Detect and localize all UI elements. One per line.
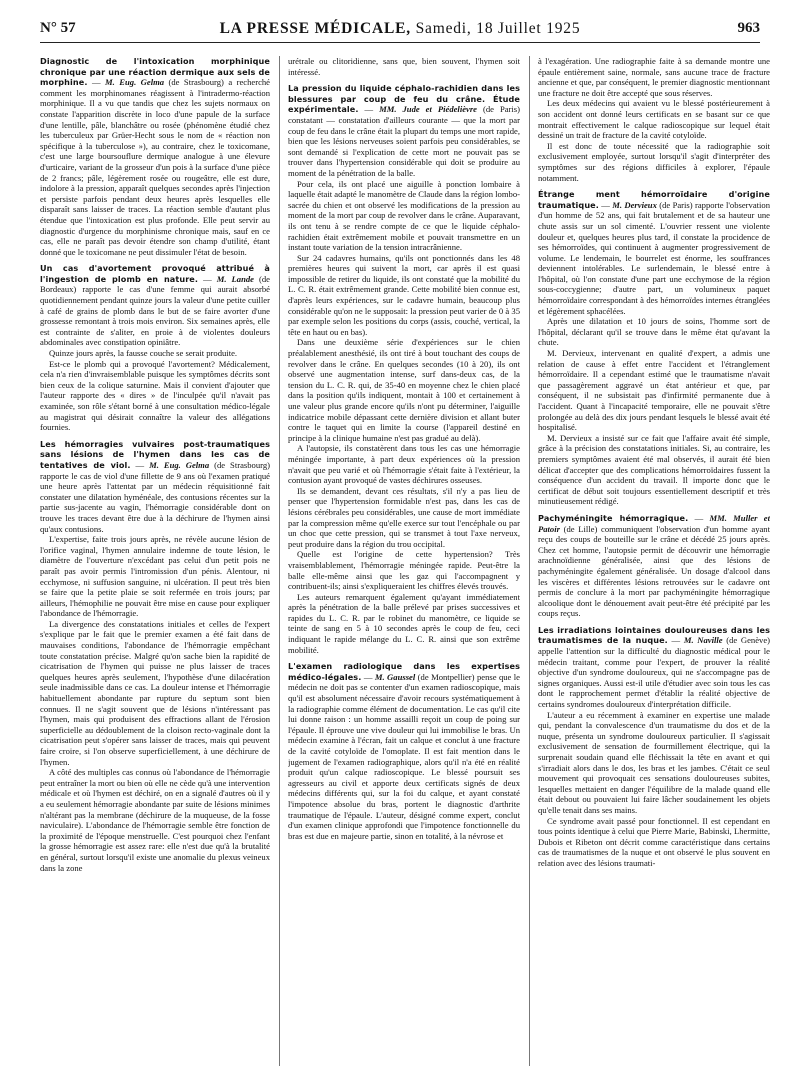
article [40,263,270,433]
article-paragraph: La pression du liquide céphalo-rachidien dans les blessures par coup de feu du crâne. Étude expérimentale. — MM. Jude et Piédelièvre (de Paris) constatant — constatation d'ailleurs courante — que la mort par coup de feu dans le crâne était la plupart du temps une mort rapide, bien que les lésions nerveuses soient parfois peu considérables, se sont demandé si l'explication de cette mort ne pouvait pas se trouver dans l'hypertension considérable qui doit se produire au moment de la pénétration de la balle. [288,83,520,178]
article-paragraph: Après une dilatation et 10 jours de soins, l'homme sort de l'hôpital, déclarant qu'il se trouve dans le même état qu'avant la chute. [538,316,770,348]
article-title: Pachyméningite hémorragique. [538,512,689,523]
article-title: La pression du liquide céphalo-rachidien dans les blessures par coup de feu du crâne. Étude expérimentale. [288,83,520,115]
running-head [40,20,760,43]
article-paragraph: Il est donc de toute nécessité que la radiographie soit exclusivement employée, surtout lorsqu'il s'agit d'interpréter des symptômes sur des régions difficiles à explorer, l'épaule notamment. [538,140,770,183]
article [538,189,770,507]
article-author: M. Naville [683,635,723,646]
article [288,83,520,655]
author-affiliation: (de Strasbourg) [168,77,224,88]
paragraph-text: rapporte le cas de viol d'une fillette de 9 ans où l'examen pratiqué une heure après l'attentat par un médecin réquisitionné fait constater une dilatation hyménéale, des contusions récentes sur la partie sus-jacente au vagin, l'hémorragie considérable dont on trouve les traces devant être due à la déchirure de l'hymen ainsi qu'aux contusions. [40,470,270,534]
article-paragraph: Est-ce le plomb qui a provoqué l'avortement? Médicalement, cela n'a rien d'invraisemblable puisque les symptômes décrits sont bien ceux de la colique saturnine. Mais il convient d'ajouter que l'auteur rapporte des « dires » de l'inculpée qu'il n'avait pas examinée, son rôle s'étant borné à une consultation médico-légale au magistrat qui désirait connaître la valeur des allégations fournies. [40,358,270,433]
page-number: 963 [737,20,760,36]
article [538,56,770,183]
article-paragraph: Pachyméningite hémorragique. — MM. Muller et Patoir (de Lille) communiquent l'observation d'un homme ayant reçu des coups de bouteille sur le crâne et décédé 25 jours après. Chez cet homme, l'autopsie permit de découvrir une hémorragie arachnoïdienne généralisée, ainsi que des lésions de pachyméningite également généralisée. Un dosage d'alcool dans les viscères et différentes lésions retrouvées sur le cadavre ont permis de conclure à la mort par pachyméningite hémorragique alcoolique dont le dénouement avait peut-être été précipité par les coups reçus. [538,512,770,619]
article [288,661,520,841]
article-paragraph: Étrange ment hémorroïdaire d'origine traumatique. — M. Dervieux (de Paris) rapporte l'observation d'un homme de 52 ans, qui fait brutalement et de sa hauteur une chute assis sur un sol cimenté. L'ouvrier ressent une violente douleur et, quelques heures plus tard, il constate la procidence de ses hémorroïdes, qui continuent à augmenter progressivement de volume. Le lendemain, le bourrelet est énorme, les souffrances deviennent intolérables. Le surlendemain, le blessé entre à l'hôpital, où l'on constate d'une part une ecchymose de la région sous-coccygienne; d'autre part, un volumineux paquet hémorroïdaire correspondant à des hémorroïdes internes étranglées et légèrement sphacélées. [538,189,770,316]
article-title: Étrange ment hémorroïdaire d'origine traumatique. [538,189,770,210]
article-paragraph: Pour cela, ils ont placé une aiguille à ponction lombaire à laquelle était adapté le manomètre de Claude dans la région lombo-sacrée du chien et ont observé les modifications de la pression au moment de la mort par coup de revolver dans le crâne. Auparavant, ils ont tenu à se rendre compte de ce que le liquide céphalo-rachidien était extrêmement mobile et pouvait transmettre en un instant toute variation de la tension intracrânienne. [288,178,520,253]
article-author: M. Eug. Gelma [149,459,210,470]
paragraph-text: constatant — constatation d'ailleurs courante — que la mort par coup de feu dans le crâne était la plupart du temps une mort rapide, bien que les lésions nerveuses soient parfois peu considérables, se sont demandé si l'explication de cette mort ne pouvait pas se trouver dans l'hypertension considérable qui doit se produire au moment de la pénétration de la balle. [288,114,520,178]
journal-title: LA PRESSE MÉDICALE, [219,20,411,37]
article-paragraph: Les hémorragies vulvaires post-traumatiques sans lésions de l'hymen dans les cas de tentatives de viol. — M. Eug. Gelma (de Strasbourg) rapporte le cas de viol d'une fillette de 9 ans où l'examen pratiqué une heure après l'attentat par un médecin réquisitionné fait constater une dilatation hyménéale, des contusions récentes sur la partie sus-jacente au vagin, l'hémorragie considérable dont on trouve les traces devant être due à la déchirure de l'hymen ainsi qu'aux contusions. [40,438,270,534]
article-paragraph: A côté des multiples cas connus où l'abondance de l'hémorragie peut entraîner la mort ou bien où elle ne cède qu'à une intervention médicale et où l'hymen est déchiré, on en a signalé d'autres où il y a eu seulement hémorragie abondante par suite de lésions minimes n'altérant pas la membrane (déchirure de la muqueuse, de la fosse naviculaire). L'abondance de l'hémorragie semble être fonction de la proximité de l'époque menstruelle. C'est pourquoi chez l'enfant la grosse hémorragie est assez rare: elle n'est due qu'à la brutalité en général, surtout lorsqu'il existe une anomalie du plexus veineux dans la zone [40,767,270,873]
article-author: M. Lande [216,273,254,284]
article-paragraph: Quelle est l'origine de cette hypertension? Très vraisemblablement, l'hémorragie méningée rapide. Peut-être la balle elle-même ainsi que les gaz qui l'accompagnent y contribuent-ils; ainsi s'expliqueraient les chiffres élevés trouvés. [288,549,520,592]
article-paragraph: Sur 24 cadavres humains, qu'ils ont ponctionnés dans les 48 premières heures qui suivent la mort, car après il est quasi impossible de retirer du liquide, ils ont constaté que la mobilité du L. C. R. était extrêmement grande. Cette mobilité bien connue est, d'après leurs expériences, sur le cadavre humain, beaucoup plus considérable qu'on ne le supposait: la pression peut varier de 0 à 35 par exemple selon les positions du corps (assis, couché, vertical, la tête en haut ou en bas). [288,252,520,337]
article-paragraph: urétrale ou clitoridienne, sans que, bien souvent, l'hymen soit intéressé. [288,56,520,77]
issue-number: N° 57 [40,20,76,36]
text-column-1 [40,56,270,1076]
article-paragraph: La divergence des constatations initiales et celles de l'expert s'explique par le fait que le premier examen a été fait dans de mauvaises conditions, l'abondance de l'hémorragie empêchant toute constatation précise. Malgré qu'on sache bien la rapidité de cicatrisation de l'hymen qui puisse ne plus laisser de traces quelques heures après seulement, l'hypothèse d'une dilacération seule inadmissible dans ce cas. La douleur intense et l'hémorragie habituellement abondante par rupture du septum sont bien connues. Il ne s'agit souvent que de lésions n'intéressant pas l'hymen, mais qui produisent des effractions allant de l'érosion superficielle au dédoublement de la cloison recto-vaginale dont la cicatrisation peut s'opérer sans laisser de traces, mais qui peuvent faire croire, si l'on observe superficiellement, à une déchirure de l'hymen. [40,618,270,767]
text-column-3 [538,56,770,1076]
paragraph-text: rapporte le cas d'une femme qui aurait absorbé quotidiennement pendant quinze jours la valeur d'une petite cuiller à café de grains de plomb dans le but de se faire avorter d'une grossesse remontant à trois mois environ. Six semaines après, elle est contrainte de s'aliter, en proie à de violentes douleurs abdominales avec constipation opiniâtre. [40,284,270,348]
author-affiliation: (de Montpellier) [417,671,475,682]
column-rule [529,56,530,1066]
article-paragraph: Les deux médecins qui avaient vu le blessé postérieurement à son accident ont donné leurs certificats en se basant sur ce que montrait effectivement le calque radioscopique sur lequel était dessiné un trait de fracture de la cavité cotyloïde. [538,98,770,141]
article-title: Un cas d'avortement provoqué attribué à l'ingestion de plomb en nature. [40,263,270,284]
article-paragraph: Dans une deuxième série d'expériences sur le chien préalablement anesthésié, ils ont tiré à bout touchant des coups de revolver dans le crâne. En quelques secondes (10 à 20), ils ont observé une augmentation intense, surf dans-deux cas, de la tension du L. C. R. qui, de 35-40 en moyenne chez le chien placé dans la position qu'ils indiquent, montait à 100 et certainement à une valeur plus grande encore qu'ils n'ont pu déterminer, l'aiguille indicatrice mobile dépassant cette dernière division et allant buter contre le taquet qui en limite la course (l'appareil destiné en principe à la clinique humaine n'est pas gradué au delà). [288,337,520,443]
author-affiliation: (de Genève) [726,635,770,646]
article-paragraph: Quinze jours après, la fausse couche se serait produite. [49,348,238,359]
article-paragraph: Un cas d'avortement provoqué attribué à l'ingestion de plomb en nature. — M. Lande (de Bordeaux) rapporte le cas d'une femme qui aurait absorbé quotidiennement pendant quinze jours la valeur d'une petite cuiller à café de grains de plomb dans le but de se faire avorter d'une grossesse remontant à trois mois environ. Six semaines après, elle est contrainte de s'aliter, en proie à de violentes douleurs abdominales avec constipation opiniâtre. [40,263,270,348]
text-column-2 [288,56,520,1076]
article-paragraph: Les auteurs remarquent également qu'ayant immédiatement après la pénétration de la balle prélevé par prises successives et rapides du L. C. R. par le robinet du manomètre, ce liquide se teinte de sang en 5 à 10 secondes après le coup de feu, ceci indiquant le rapide mélange du L. C. R. ainsi que son extrême mobilité. [288,591,520,655]
article-paragraph: L'auteur a eu récemment à examiner en expertise une malade qui, pendant la convalescence d'un traumatisme du dos et de la nuque, présenta un syndrome douloureux particulier. Il s'agissait exclusivement de sensation de fourmillement électrique, qui la surprenait soudain quand elle fléchissait la tête en avant et qui s'irradiait alors dans le dos, les bras et les jambes. C'était ce seul mouvement qui provoquait ces sensations douloureuses subites, lesquelles mettaient en danger l'équilibre de la malade quand elle était debout ou pouvaient lui faire lâcher soudainement les objets qu'elle tenait dans ses mains. [538,709,770,815]
article [40,56,270,257]
article-paragraph: L'expertise, faite trois jours après, ne révèle aucune lésion de l'orifice vaginal, l'hymen annulaire indemne de toute lésion, le diamètre de l'ouverture n'excédant pas celui d'un petit pois ne paraît pas avoir permis l'intromission d'un pénis. Alentour, ni ecchymose, ni suffusion sanguine, ni ulcération. Il peut très bien se faire que la petite plaie se soit refermée en trois jours; par ailleurs, l'hémophilie ne pouvait être mise en cause pour expliquer l'abondance de l'hémorragie. [40,534,270,619]
article [538,513,770,619]
author-affiliation: (de Strasbourg) [214,459,270,470]
article-paragraph: Les irradiations lointaines douloureuses dans les traumatismes de la nuque. — M. Naville (de Genève) appelle l'attention sur la difficulté du diagnostic médical pour le médecin traitant, comme pour l'expert, de prouver la réalité objective d'un syndrome douloureux, qui ne s'accompagne pas de signes organiques. Aussi est-il utile d'étudier avec soin tous les cas dont le rapprochement permet d'établir la réalité objective de certains syndromes douloureux d'interprétation difficile. [538,624,770,710]
article [288,56,520,77]
article-paragraph: Ce syndrome avait passé pour fonctionnel. Il est cependant en tous points identique à celui que Pierre Marie, Babinski, Lhermitte, Dubois et Ribeton ont décrit comme caractéristique dans certains cas de traumatismes de la nuque et ont observé le plus souvent en relation avec des lésions traumati- [538,815,770,868]
article-title: L'examen radiologique dans les expertises médico-légales. [288,661,520,682]
article-author: M. Gaussel [374,671,416,682]
article-paragraph: M. Dervieux a insisté sur ce fait que l'affaire avait été simple, grâce à la précision des constatations initiales. Si, au contraire, les premiers symptômes avaient été mal observés, il aurait été bien délicat d'accepter que des complications hémorroïdaires fussent la conséquence d'un accident du travail. Il importe donc que le certificat de début soit toujours essentiellement descriptif et très minutieusement rédigé. [538,432,770,507]
article-author: M. Eug. Gelma [105,77,165,88]
author-affiliation: (de Paris) [483,104,520,115]
paragraph-text: communiquent l'observation d'un homme ayant reçu des coups de bouteille sur le crâne et décédé 25 jours après. Chez cet homme, l'autopsie permit de découvrir une hémorragie arachnoïdienne généralisée, ainsi que des lésions de pachyméningite également généralisée. Un dosage d'alcool dans les viscères et différentes lésions retrouvées sur le cadavre ont permis de conclure à la mort par pachyméningite hémorragique alcoolique dont le dénouement avait peut-être été précipité par les coups reçus. [538,523,770,619]
article [538,625,770,869]
author-affiliation: (de Paris) [659,199,693,210]
article-author: MM. Muller et Patoir [538,512,770,534]
article-paragraph: à l'exagération. Une radiographie faite à sa demande montre une épaule entièrement saine, normale, sans aucune trace de fracture ancienne et que, par conséquent, le premier diagnostic mentionnant une fracture ne doit être accepté que sous réserves. [538,56,770,98]
article [40,439,270,873]
author-affiliation: (de Bordeaux) [40,273,270,295]
column-rule [279,56,280,1066]
paragraph-text: a recherché comment les morphinomanes réagissent à l'intradermo-réaction morphinique. Il a vu que tandis que chez les sujets normaux on constate l'apparition discrète in loco d'une papule de la surface d'une lentille, pâle, blanchâtre ou rosée (phénomène étudié chez les tuberculeux par Grüer-Hecht sous le nom de « réaction non spécifique à la tuberculose »), au contraire, chez le toxicomane, c'est une large boursouflure dermique analogue à une élevure d'urticaire, variant de la grosseur d'un pois à la surface d'une pièce de 2 francs; pâle, légèrement rosée ou rougeâtre, elle est dure, indolore à la pression, apparaît quelques secondes après l'injection et persiste parfois pendant deux heures après lesquelles elle disparaît sans laisser de traces. La réaction semble d'autant plus étendue que l'intoxication est plus profonde. Elle peut servir au diagnostic d'urgence du morphinisme chronique mais, sauf en ce cas, elle ne paraît pas devoir étendre son champ d'utilité, étant donné que le toxicomane ne peut dissimuler l'état de besoin. [40,77,270,257]
author-affiliation: (de Lille) [563,523,598,534]
paragraph-text: appelle l'attention sur la difficulté du diagnostic médical pour le médecin traitant, comme pour l'expert, de prouver la réalité objective d'un syndrome douloureux, qui ne s'accompagne pas de signes organiques. Aussi est-il utile d'étudier avec soin tous les cas dont le rapprochement permet d'établir la réalité objective de certains syndromes douloureux d'interprétation difficile. [538,646,770,710]
paragraph-text: rapporte l'observation d'un homme de 52 ans, qui fait brutalement et de sa hauteur une chute assis sur un sol cimenté. L'ouvrier ressent une violente douleur et, quelques heures plus tard, il constate la procidence de ses hémorroïdes, qui continuent à augmenter progressivement de volume. Le lendemain, le bourrelet est énorme, les souffrances deviennent intolérables. Le surlendemain, le blessé entre à l'hôpital, où l'on constate d'une part une ecchymose de la région sous-coccygienne; d'autre part, un volumineux paquet hémorroïdaire correspondant à des hémorroïdes internes étranglées et légèrement sphacélées. [538,199,770,316]
article-title: Diagnostic de l'intoxication morphinique chronique par une réaction dermique aux sels de morphine. [40,56,270,88]
article-paragraph: L'examen radiologique dans les expertises médico-légales. — M. Gaussel (de Montpellier) pense que le médecin ne doit pas se contenter d'un examen radioscopique, mais qu'il est absolument nécessaire d'avoir recours systématiquement à la radiographie comme élément de documentation. Le cas qu'il cite lui donne raison : un homme assailli reçoit un coup de poing sur l'épaule. Il éprouve une vive douleur qui lui immobilise le bras. Un médecin examine à l'écran, fait un calque et conclut à une fracture de la cavité cotyloïde de l'omoplate. Il est fait mention dans le jugement de l'examen radiographique, alors qu'il n'a été en réalité produit qu'un calque radioscopique. Le blessé poursuit ses agresseurs au civil et apporte deux certificats signés de deux médecins différents qui, sur la foi du calque, et ayant constaté l'impotence absolue du bras, portent le diagnostic d'arthrite traumatique de l'épaule. L'auteur, désigné comme expert, conclut d'un examen clinique approfondi que l'impotence fonctionnelle du bras est due en majeure partie, sinon en totalité, à la névrose et [288,661,520,841]
article-title: Les irradiations lointaines douloureuses dans les traumatismes de la nuque. [538,624,770,646]
paragraph-text: pense que le médecin ne doit pas se contenter d'un examen radioscopique, mais qu'il est absolument nécessaire d'avoir recours systématiquement à la radiographie comme élément de documentation. Le cas qu'il cite lui donne raison : un homme assailli reçoit un coup de poing sur l'épaule. Il éprouve une vive douleur qui lui immobilise le bras. Un médecin examine à l'écran, fait un calque et conclut à une fracture de la cavité cotyloïde de l'omoplate. Il est fait mention dans le jugement de l'examen radiographique, alors qu'il n'a été en réalité produit qu'un calque radioscopique. Le blessé poursuit ses agresseurs au civil et apporte deux certificats signés de deux médecins différents qui, sur la foi du calque, et ayant constaté l'impotence absolue du bras, portent le diagnostic d'arthrite traumatique de l'épaule. L'auteur, désigné comme expert, conclut d'un examen clinique approfondi que l'impotence fonctionnelle du bras est due en majeure partie, sinon en totalité, à la névrose et [288,671,520,841]
article-paragraph: M. Dervieux, intervenant en qualité d'expert, a admis une relation de cause à effet entre l'accident et l'étranglement hémorroïdaire. Il a cependant estimé que le traumatisme n'avait que passagèrement aggravé un état antérieur et que, par conséquent, il ne subsistait pas d'infirmité permanente due à l'accident. Quant à l'incapacité temporaire, elle ne pouvait s'être prolongée au delà des dix jours pendant lesquels le blessé avait été hospitalisé. [538,348,770,433]
article-paragraph: A l'autopsie, ils constatèrent dans tous les cas une hémorragie méningée importante, à part deux expériences où la pression n'avait que peu varié et où l'hémorragie s'était faite à l'extérieur, la contusion ayant provoqué de vastes déchirures osseuses. [288,443,520,486]
issue-date: Samedi, 18 Juillet 1925 [415,20,581,37]
article-title: Les hémorragies vulvaires post-traumatiques sans lésions de l'hymen dans les cas de tentatives de viol. [40,438,270,470]
article-paragraph: Diagnostic de l'intoxication morphinique chronique par une réaction dermique aux sels de morphine. — M. Eug. Gelma (de Strasbourg) a recherché comment les morphinomanes réagissent à l'intradermo-réaction morphinique. Il a vu que tandis que chez les sujets normaux on constate l'apparition discrète in loco d'une papule de la surface d'une lentille, pâle, blanchâtre ou rosée (phénomène étudié chez les tuberculeux par Grüer-Hecht sous le nom de « réaction non spécifique à la tuberculose »), au contraire, chez le toxicomane, c'est une large boursouflure dermique analogue à une élevure d'urticaire, variant de la grosseur d'un pois à la surface d'une pièce de 2 francs; pâle, légèrement rosée ou rougeâtre, elle est dure, indolore à la pression, apparaît quelques secondes après l'injection et persiste parfois pendant deux heures après lesquelles elle disparaît sans laisser de traces. La réaction semble d'autant plus étendue que l'intoxication est plus profonde. Elle peut servir au diagnostic d'urgence du morphinisme chronique mais, sauf en ce cas, elle ne paraît pas devoir étendre son champ d'utilité, étant donné que le toxicomane ne peut dissimuler l'état de besoin. [40,56,270,257]
article-author: MM. Jude et Piédelièvre [379,104,477,115]
article-paragraph: Ils se demandent, devant ces résultats, s'il n'y a pas lieu de penser que l'hypertension formidable n'est pas, dans les cas de lésions cérébrales peu considérables, une cause de mort immédiate par la compression même qu'elle exerce sur tout l'encéphale ou par un choc que cette pression, qui se transmet à tout l'axe nerveux, peut produire dans la région du trou occipital. [288,485,520,549]
article-author: M. Dervieux [612,199,657,210]
journal-masthead [40,20,760,38]
